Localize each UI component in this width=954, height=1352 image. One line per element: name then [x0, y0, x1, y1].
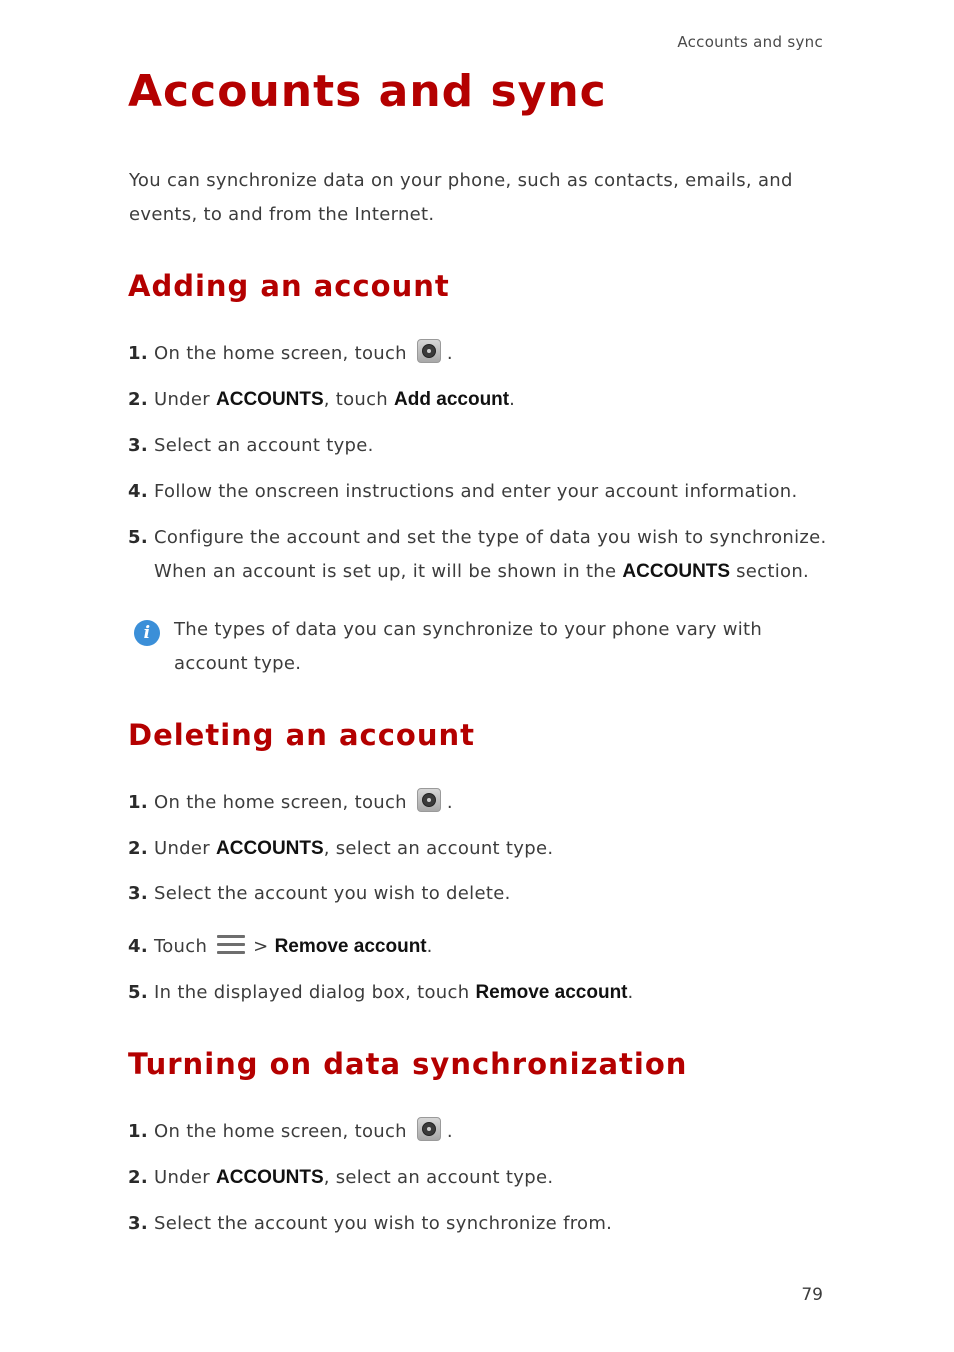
note [134, 613, 834, 681]
step-tail: . [509, 389, 516, 410]
step-text: Under [154, 389, 217, 410]
step-tail: . [627, 982, 634, 1003]
heading-adding-account: Adding an account [128, 269, 450, 303]
info-icon: i [134, 620, 160, 646]
adding-step-2 [128, 383, 848, 417]
step-text: Configure the account and set the type of data you wish to synchronize. [154, 527, 827, 548]
step-text: On the home screen, touch [154, 1121, 407, 1142]
step-text: Under [154, 1167, 217, 1188]
accounts-label: ACCOUNTS [622, 561, 731, 582]
accounts-label: ACCOUNTS [216, 838, 324, 859]
remove-account-label: Remove account [274, 936, 427, 957]
step-text: On the home screen, touch [154, 792, 407, 813]
sync-step-1 [128, 1115, 848, 1149]
step-text: Select an account type. [154, 435, 374, 456]
page-number: 79 [801, 1285, 823, 1305]
step-tail: . [446, 1121, 453, 1142]
step-number: 2. [128, 389, 148, 410]
heading-deleting-account: Deleting an account [128, 718, 475, 752]
remove-account-label: Remove account [475, 982, 628, 1003]
adding-step-5 [128, 521, 848, 589]
deleting-step-1 [128, 786, 848, 820]
step-number: 3. [128, 1213, 148, 1234]
deleting-step-3 [128, 877, 848, 911]
step-number: 1. [128, 1121, 148, 1142]
deleting-step-2 [128, 832, 848, 866]
settings-icon [417, 339, 441, 363]
heading-data-sync: Turning on data synchronization [128, 1047, 688, 1081]
step-number: 5. [128, 982, 148, 1003]
add-account-label: Add account [394, 389, 510, 410]
settings-icon [417, 1117, 441, 1141]
deleting-step-4 [128, 930, 848, 964]
separator: > [253, 936, 275, 957]
step-number: 4. [128, 481, 148, 502]
step-tail: . [426, 936, 433, 957]
step-number: 4. [128, 936, 148, 957]
step-text: , touch [323, 389, 395, 410]
running-header: Accounts and sync [677, 33, 823, 51]
step-number: 1. [128, 343, 148, 364]
step-tail: , select an account type. [323, 1167, 554, 1188]
step-continuation [128, 555, 848, 589]
adding-step-3 [128, 429, 848, 463]
step-text: Follow the onscreen instructions and enter your account information. [154, 481, 798, 502]
adding-step-4 [128, 475, 848, 509]
sync-step-2 [128, 1161, 848, 1195]
step-number: 3. [128, 435, 148, 456]
adding-step-1 [128, 337, 848, 371]
sync-step-3 [128, 1207, 848, 1241]
step-text: When an account is set up, it will be shown in the [154, 561, 623, 582]
step-text: In the displayed dialog box, touch [154, 982, 476, 1003]
step-tail: . [446, 343, 453, 364]
step-number: 3. [128, 883, 148, 904]
step-text: Select the account you wish to delete. [154, 883, 511, 904]
step-text: Touch [154, 936, 208, 957]
step-text: Select the account you wish to synchronize from. [154, 1213, 613, 1234]
menu-icon [217, 935, 245, 955]
note-text: The types of data you can synchronize to your phone vary with account type. [174, 619, 763, 674]
settings-icon [417, 788, 441, 812]
page-title: Accounts and sync [128, 66, 607, 117]
step-number: 2. [128, 1167, 148, 1188]
step-number: 2. [128, 838, 148, 859]
step-tail: , select an account type. [323, 838, 554, 859]
accounts-label: ACCOUNTS [216, 1167, 324, 1188]
step-tail: section. [730, 561, 810, 582]
step-number: 5. [128, 527, 148, 548]
step-text: On the home screen, touch [154, 343, 407, 364]
deleting-step-5 [128, 976, 848, 1010]
accounts-label: ACCOUNTS [216, 389, 324, 410]
step-number: 1. [128, 792, 148, 813]
step-text: Under [154, 838, 217, 859]
intro-paragraph: You can synchronize data on your phone, such as contacts, emails, and events, to and from the Internet. [129, 170, 793, 225]
step-tail: . [446, 792, 453, 813]
